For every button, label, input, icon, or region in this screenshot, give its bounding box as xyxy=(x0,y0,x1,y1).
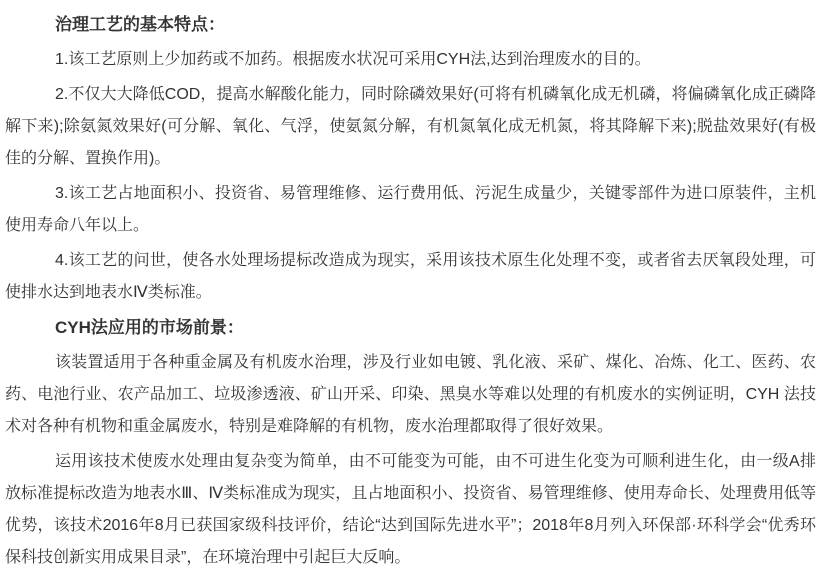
feature-item-2: 2.不仅大大降低COD，提高水解酸化能力，同时除磷效果好(可将有机磷氧化成无机磷，将偏磷氧化成正磷降解下来);除氨氮效果好(可分解、氧化、气浮，使氨氮分解，有机氮氧化成无机氮，将其降解下来);脱盐效果好(有极佳的分解、置换作用)。 xyxy=(5,86,816,167)
feature-item-4: 4.该工艺的问世，使各水处理场提标改造成为现实，采用该技术原生化处理不变，或者省去厌氧段处理，可使排水达到地表水Ⅳ类标准。 xyxy=(5,252,816,301)
heading-market-prospects: CYH法应用的市场前景： xyxy=(55,318,244,337)
feature-item-1: 1.该工艺原则上少加药或不加药。根据废水状况可采用CYH法,达到治理废水的目的。 xyxy=(55,51,651,68)
feature-item-3: 3.该工艺占地面积小、投资省、易管理维修、运行费用低、污泥生成量少，关键零部件为进口原装件，主机使用寿命八年以上。 xyxy=(5,185,816,234)
market-paragraph-1: 该装置适用于各种重金属及有机废水治理，涉及行业如电镀、乳化液、采矿、煤化、冶炼、化工、医药、农药、电池行业、农产品加工、垃圾渗透液、矿山开采、印染、黑臭水等难以处理的有机废水的实例证明，CYH 法技术对各种有机物和重金属废水，特别是难降解的有机物，废水治理都取得了很好效果。 xyxy=(5,354,816,435)
heading-treatment-features: 治理工艺的基本特点： xyxy=(55,15,225,34)
market-paragraph-2: 运用该技术使废水处理由复杂变为简单，由不可能变为可能，由不可进生化变为可顺利进生化，由一级A排放标准提标改造为地表水Ⅲ、Ⅳ类标准成为现实，且占地面积小、投资省、易管理维修、使用寿命长、处理费用低等优势，该技术2016年8月已获国家级科技评价，结论“达到国际先进水平”；2018年8月列入环保部·环科学会“优秀环保科技创新实用成果目录”，在环境治理中引起巨大反响。 xyxy=(5,453,816,566)
